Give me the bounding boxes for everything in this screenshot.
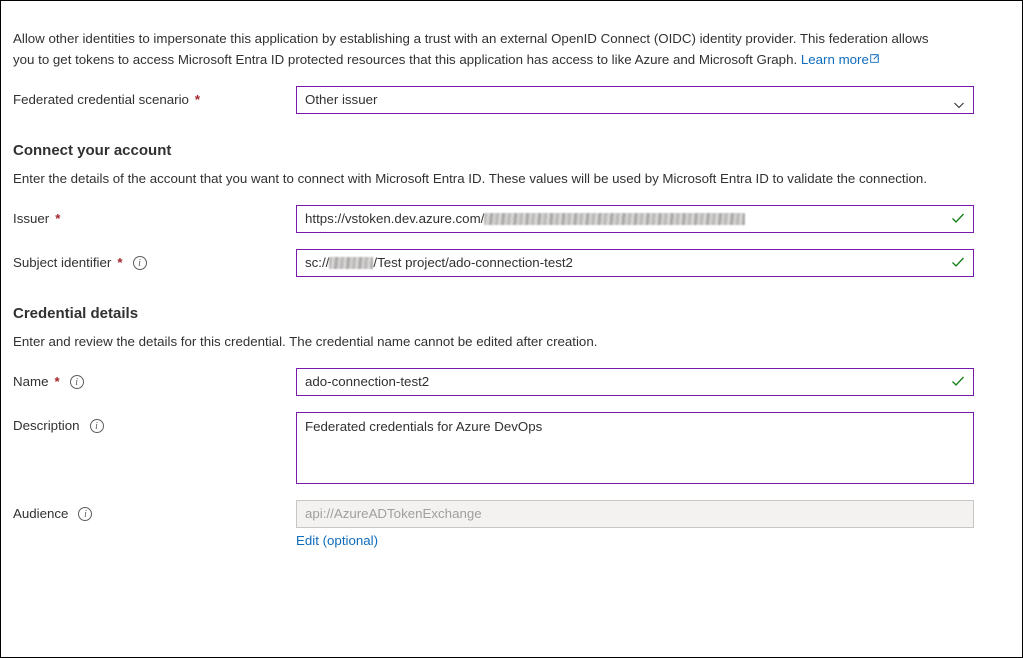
description-value: Federated credentials for Azure DevOps [305,419,543,435]
issuer-value: https://vstoken.dev.azure.com/ [305,211,485,227]
issuer-label [13,205,296,228]
subject-value-prefix: sc:// [305,255,330,271]
name-row [13,368,998,396]
audience-label [13,500,296,523]
audience-control [296,500,974,550]
name-label-text: Name [13,374,49,390]
issuer-valid-icon [951,211,965,225]
intro-text [13,28,953,70]
description-label [13,412,296,435]
audience-row [13,500,998,550]
description-textarea[interactable] [296,412,974,484]
subject-row [13,249,998,277]
subject-required-mark: * [117,255,123,271]
subject-valid-icon [951,255,965,269]
connect-heading: Connect your account [13,142,172,160]
subject-redacted-value [329,257,373,269]
issuer-redacted-value [484,213,745,225]
subject-control [296,249,974,277]
scenario-control [296,86,974,114]
subject-label-text: Subject identifier [13,255,112,271]
issuer-row [13,205,998,233]
issuer-required-mark: * [55,211,61,227]
external-link-icon [870,54,879,63]
connect-description: Enter the details of the account that you want to connect with Microsoft Entra ID. These values will be used by Microsoft Entra ID to validate the connection. [13,171,928,187]
audience-input [296,500,974,528]
issuer-control [296,205,974,233]
scenario-label [13,86,296,109]
scenario-selected-value: Other issuer [305,92,378,108]
subject-info-icon[interactable]: i [133,256,147,270]
subject-input[interactable] [296,249,974,277]
description-control [296,412,974,484]
credential-description: Enter and review the details for this credential. The credential name cannot be edited after creation. [13,334,598,350]
subject-label [13,249,296,272]
name-valid-icon [951,374,965,388]
description-label-text: Description [13,418,80,434]
scenario-row [13,86,998,114]
subject-value-suffix: /Test project/ado-connection-test2 [373,255,573,271]
learn-more-label: Learn more [800,52,869,68]
name-value: ado-connection-test2 [305,374,430,390]
description-info-icon[interactable]: i [90,419,104,433]
audience-label-text: Audience [13,506,69,522]
scenario-label-text: Federated credential scenario [13,92,189,108]
name-input[interactable] [296,368,974,396]
name-label [13,368,296,391]
audience-info-icon[interactable]: i [78,507,92,521]
scenario-required-mark: * [194,92,201,108]
credential-heading: Credential details [13,305,139,323]
audience-edit-link[interactable]: Edit (optional) [296,533,379,549]
audience-value: api://AzureADTokenExchange [305,506,482,522]
description-row [13,412,998,484]
issuer-input[interactable] [296,205,974,233]
chevron-down-icon [953,94,965,106]
scenario-dropdown[interactable] [296,86,974,114]
name-required-mark: * [54,374,60,390]
intro-paragraph: Allow other identities to impersonate this application by establishing a trust with an external OpenID Connect (OIDC) identity provider. This federation allows you to get tokens to access Microsoft Entra ID protected resources that this application has access to like Azure and Microsoft Graph. [13,31,929,68]
name-control [296,368,974,396]
learn-more-link[interactable] [801,52,879,67]
name-info-icon[interactable]: i [70,375,84,389]
issuer-label-text: Issuer [13,211,50,227]
